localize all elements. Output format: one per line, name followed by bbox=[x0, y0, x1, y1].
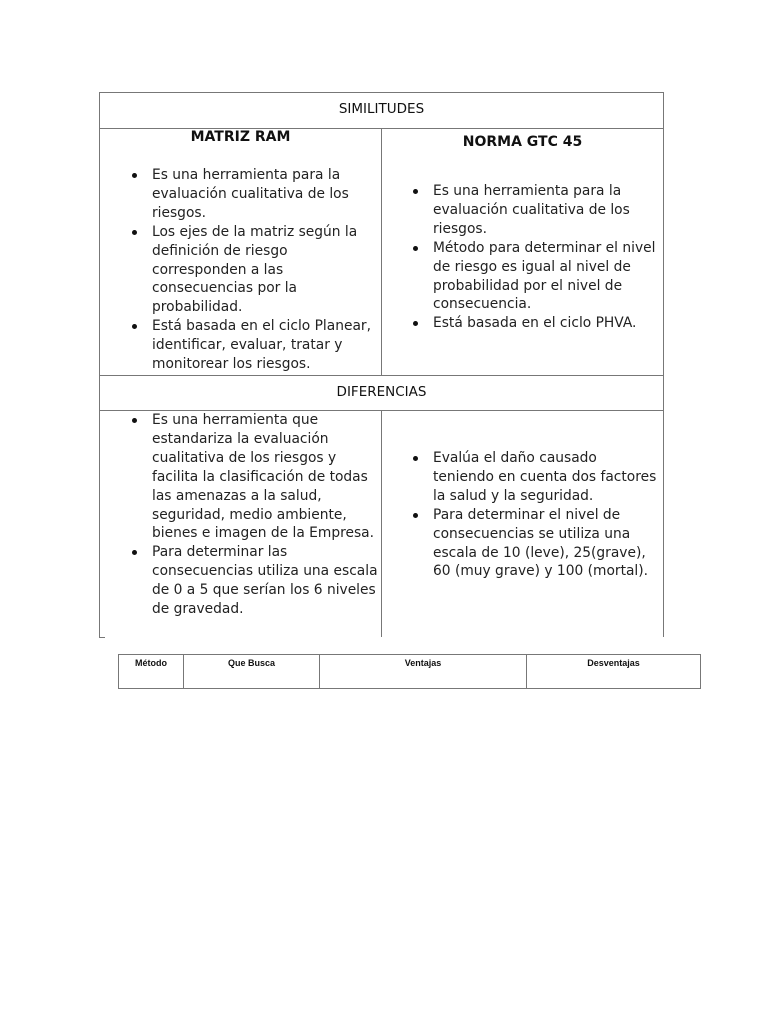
list-item: Está basada en el ciclo Planear, identificar, evaluar, tratar y monitorear los riesgos. bbox=[129, 317, 379, 374]
matriz-ram-similarities-list bbox=[129, 166, 379, 374]
table-left-border bbox=[99, 92, 100, 637]
methods-table-header-bottom bbox=[118, 688, 701, 689]
list-item: Está basada en el ciclo PHVA. bbox=[410, 314, 662, 333]
similitudes-header: SIMILITUDES bbox=[338, 101, 425, 117]
table-top-border bbox=[99, 92, 664, 93]
methods-col-divider-4 bbox=[700, 654, 701, 689]
methods-table-top-border bbox=[118, 654, 701, 655]
row-divider-2 bbox=[99, 375, 664, 376]
table-bottom-stub bbox=[99, 637, 105, 638]
column-header-metodo: Método bbox=[135, 658, 167, 668]
matriz-ram-differences-list bbox=[129, 411, 379, 619]
column-divider-top bbox=[381, 128, 382, 375]
list-item: Es una herramienta para la evaluación cualitativa de los riesgos. bbox=[129, 166, 379, 223]
norma-gtc45-similarities-list bbox=[410, 182, 662, 333]
table-right-border bbox=[663, 92, 664, 637]
column-header-desventajas: Desventajas bbox=[587, 658, 640, 668]
column-header-que-busca: Que Busca bbox=[227, 658, 276, 668]
norma-gtc45-title: NORMA GTC 45 bbox=[462, 134, 583, 150]
list-item: Los ejes de la matriz según la definición de riesgo corresponden a las consecuencias por la probabilidad. bbox=[129, 223, 379, 318]
diferencias-header: DIFERENCIAS bbox=[336, 384, 427, 400]
list-item: Evalúa el daño causado teniendo en cuenta dos factores la salud y la seguridad. bbox=[410, 449, 662, 506]
list-item: Es una herramienta que estandariza la evaluación cualitativa de los riesgos y facilita la clasificación de todas las amenazas a la salud, seguridad, medio ambiente, bienes e imagen de la Empresa. bbox=[129, 411, 379, 543]
matriz-ram-title: MATRIZ RAM bbox=[190, 129, 291, 145]
list-item: Para determinar el nivel de consecuencias se utiliza una escala de 10 (leve), 25(grave), 60 (muy grave) y 100 (mortal). bbox=[410, 506, 662, 582]
list-item: Para determinar las consecuencias utiliza una escala de 0 a 5 que serían los 6 niveles de gravedad. bbox=[129, 543, 379, 619]
list-item: Método para determinar el nivel de riesgo es igual al nivel de probabilidad por el nivel de consecuencia. bbox=[410, 239, 662, 315]
list-item: Es una herramienta para la evaluación cualitativa de los riesgos. bbox=[410, 182, 662, 239]
norma-gtc45-differences-list bbox=[410, 449, 662, 581]
column-divider-bottom bbox=[381, 410, 382, 637]
column-header-ventajas: Ventajas bbox=[404, 658, 442, 668]
